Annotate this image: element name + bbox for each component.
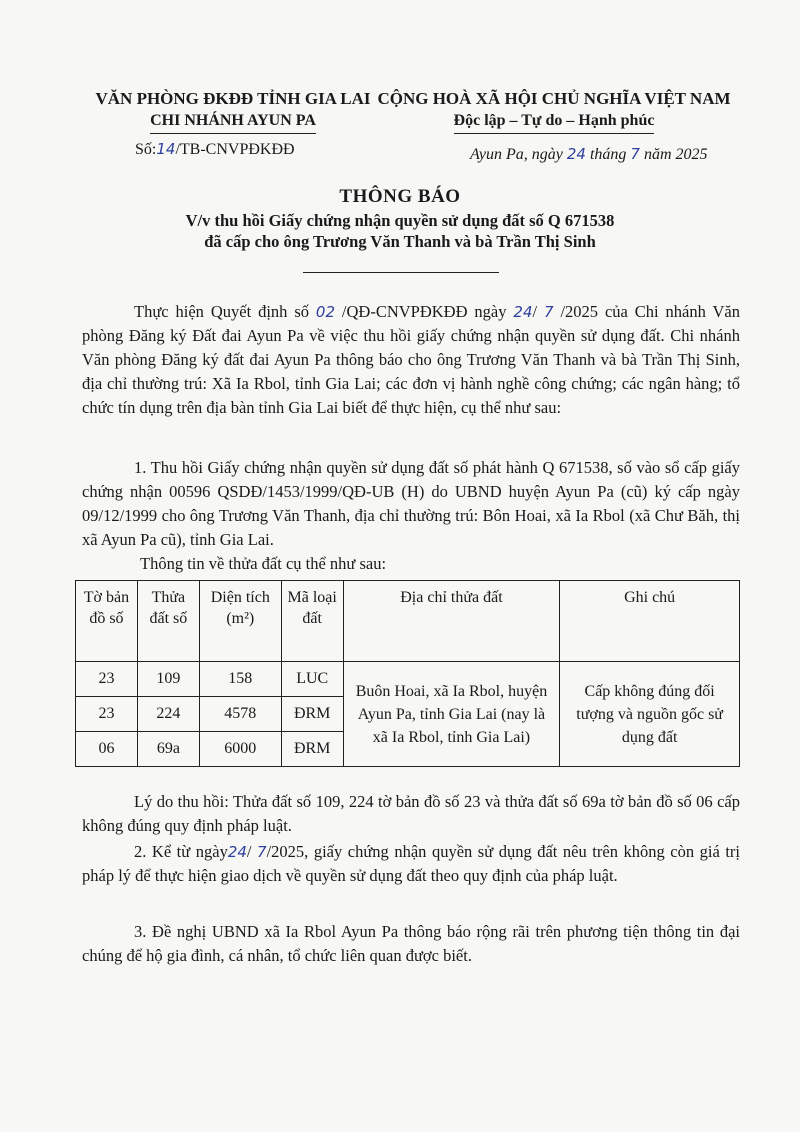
effective-month-handwritten: 7 — [257, 843, 267, 861]
document-title: THÔNG BÁO — [339, 186, 461, 207]
cell-map-sheet: 23 — [76, 662, 138, 697]
date-place: Ayun Pa, ngày — [470, 146, 567, 163]
docno-handwritten: 14 — [156, 140, 176, 158]
cell-map-sheet: 06 — [76, 732, 138, 767]
date-year: năm 2025 — [639, 146, 708, 163]
intro-text-1: Thực hiện Quyết định số — [134, 302, 316, 321]
cell-map-sheet: 23 — [76, 697, 138, 732]
item-2-paragraph — [82, 840, 740, 888]
cell-note: Cấp không đúng đối tượng và nguồn gốc sử dụng đất — [560, 662, 740, 767]
issuer-branch: CHI NHÁNH AYUN PA — [150, 110, 316, 134]
cell-area: 158 — [199, 662, 281, 697]
date-day-handwritten: 24 — [566, 145, 586, 163]
date-month-handwritten: 7 — [630, 145, 640, 163]
item-3-paragraph: 3. Đề nghị UBND xã Ia Rbol Ayun Pa thông báo rộng rãi trên phương tiện thông tin đại chúng để hộ gia đình, cá nhân, tổ chức liên quan được biết. — [82, 922, 740, 965]
cell-land-type: ĐRM — [281, 697, 343, 732]
header-land-type: Mã loại đất — [281, 581, 343, 662]
title-divider — [303, 272, 499, 273]
date-month-label: tháng — [585, 146, 631, 163]
land-parcel-table — [75, 580, 740, 767]
item2-text-3: /2025, giấy chứng nhận quyền sử dụng đất nêu trên không còn giá trị pháp lý để thực hiện giao dịch về quyền sử dụng đất theo quy định của pháp luật. — [82, 842, 740, 885]
subject-line-2: đã cấp cho ông Trương Văn Thanh và bà Trần Thị Sinh — [204, 232, 596, 251]
decision-day-handwritten: 24 — [513, 303, 533, 321]
item-1-paragraph: 1. Thu hồi Giấy chứng nhận quyền sử dụng đất số phát hành Q 671538, số vào sổ cấp giấy chứng nhận 00596 QSDĐ/1453/1999/QĐ-UB (H) do UBND huyện Ayun Pa (cũ) ký cấp ngày 09/12/1999 cho ông Trương Văn Thanh, địa chỉ thường trú: Bôn Hoai, xã Ia Rbol (xã Chư Băh, thị xã Ayun Pa cũ), tỉnh Gia Lai. — [82, 458, 740, 549]
intro-text-2: /QĐ-CNVPĐKĐĐ ngày — [335, 302, 514, 321]
cell-parcel: 224 — [137, 697, 199, 732]
header-area: Diện tích (m²) — [199, 581, 281, 662]
cell-land-type: LUC — [281, 662, 343, 697]
document-number — [135, 140, 295, 159]
cell-area: 4578 — [199, 697, 281, 732]
header-map-sheet: Tờ bản đồ số — [76, 581, 138, 662]
decision-number-handwritten: 02 — [315, 303, 336, 321]
header-address: Địa chỉ thửa đất — [343, 581, 560, 662]
document-subject — [0, 210, 800, 252]
national-motto-block — [368, 88, 740, 134]
intro-text-3: / — [532, 302, 545, 321]
intro-paragraph — [82, 300, 740, 420]
item2-text-1: 2. Kể từ ngày — [134, 842, 228, 861]
docno-prefix: Số: — [135, 141, 157, 158]
cell-parcel: 109 — [137, 662, 199, 697]
cell-parcel: 69a — [137, 732, 199, 767]
cell-address: Buôn Hoai, xã Ia Rbol, huyện Ayun Pa, tỉnh Gia Lai (nay là xã Ia Rbol, tỉnh Gia Lai) — [343, 662, 560, 767]
cell-area: 6000 — [199, 732, 281, 767]
table-row — [76, 662, 740, 697]
docno-suffix: /TB-CNVPĐKĐĐ — [175, 141, 295, 158]
issuer-block — [88, 88, 378, 134]
subject-line-1: V/v thu hồi Giấy chứng nhận quyền sử dụng đất số Q 671538 — [185, 211, 615, 230]
date-line — [470, 145, 708, 164]
intro-text-4: /2025 của Chi nhánh Văn phòng Đăng ký Đất đai Ayun Pa về việc thu hồi giấy chứng nhận quyền sử dụng đất. Chi nhánh Văn phòng Đăng ký đất đai Ayun Pa thông báo cho ông Trương Văn Thanh và bà Trần Thị Sinh, địa chỉ thường trú: Xã Ia Rbol, tỉnh Gia Lai; các đơn vị hành nghề công chứng; các ngân hàng; tổ chức tín dụng trên địa bàn tỉnh Gia Lai biết để thực hiện, cụ thể như sau: — [82, 302, 740, 417]
table-header-row — [76, 581, 740, 662]
issuer-parent: VĂN PHÒNG ĐKĐĐ TỈNH GIA LAI — [95, 89, 371, 108]
header-note: Ghi chú — [560, 581, 740, 662]
cell-land-type: ĐRM — [281, 732, 343, 767]
reason-paragraph: Lý do thu hồi: Thửa đất số 109, 224 tờ bản đồ số 23 và thửa đất số 69a tờ bản đồ số 06 cấp không đúng quy định pháp luật. — [82, 792, 740, 835]
effective-day-handwritten: 24 — [227, 843, 247, 861]
item2-text-2: / — [246, 842, 258, 861]
national-motto: Độc lập – Tự do – Hạnh phúc — [454, 110, 655, 134]
table-intro: Thông tin về thửa đất cụ thể như sau: — [140, 554, 387, 573]
national-title: CỘNG HOÀ XÃ HỘI CHỦ NGHĨA VIỆT NAM — [377, 89, 731, 108]
decision-month-handwritten: 7 — [544, 303, 554, 321]
header-parcel: Thửa đất số — [137, 581, 199, 662]
